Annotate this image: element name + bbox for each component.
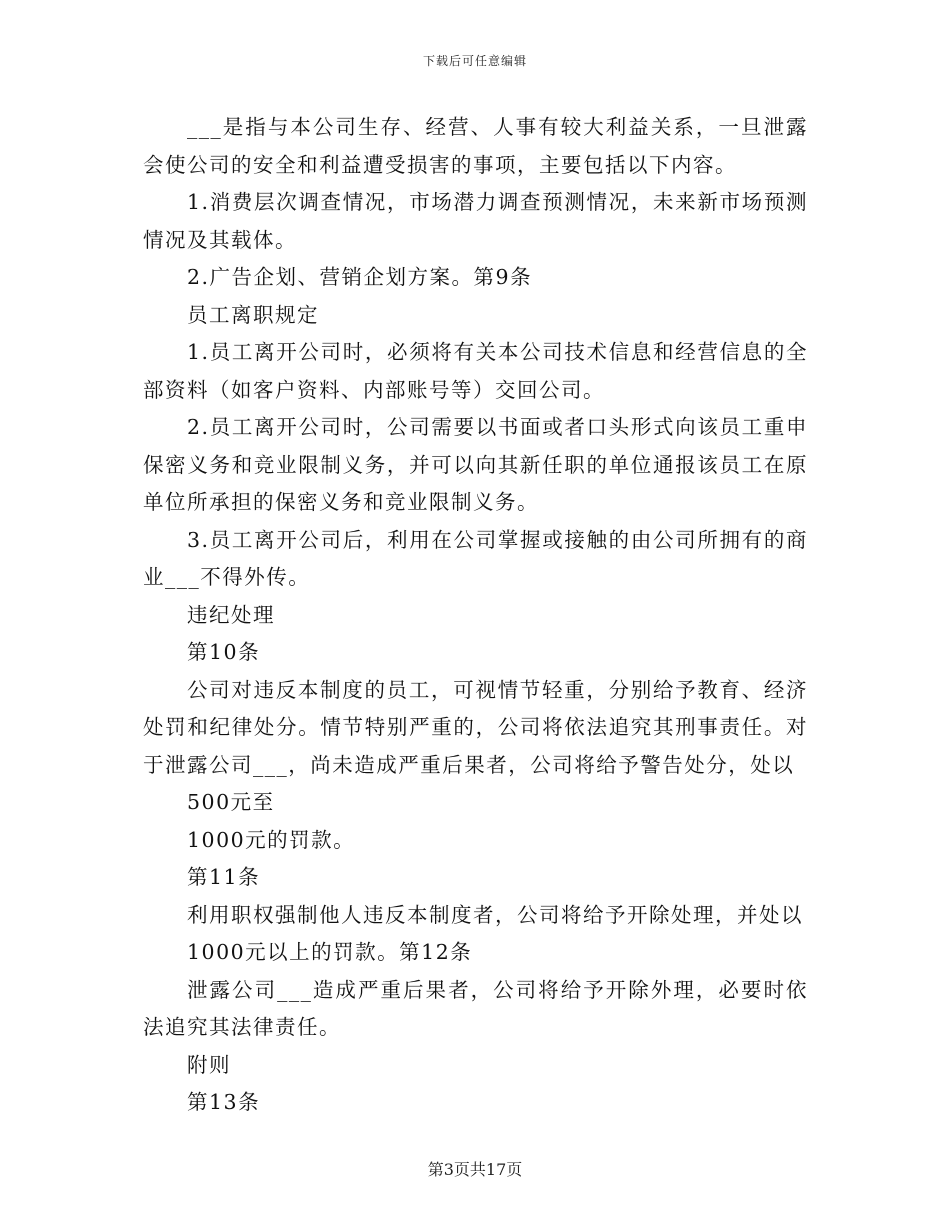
article-13-heading: 第13条 (187, 1090, 261, 1114)
paragraph-article-11: 利用职权强制他人违反本制度者，公司将给予开除处理，并处以 (187, 902, 803, 927)
paragraph-article-12: 泄露公司___造成严重后果者，公司将给予开除外理，必要时依法追究其法律责任。 (143, 977, 808, 1039)
paragraph-fine-min: 500元至 (187, 790, 275, 814)
paragraph-resignation-2: 2.员工离开公司时，公司需要以书面或者口头形式向该员工重申保密义务和竞业限制义务，并可以向其新任职的单位通报该员工在原单位所承担的保密义务和竞业限制义务。 (143, 415, 808, 514)
paragraph-fine-max: 1000元的罚款。 (187, 827, 356, 852)
paragraph-item-1-market: 1.消费层次调查情况，市场潜力调查预测情况，未来新市场预测情况及其载体。 (143, 190, 808, 252)
paragraph-resignation-3: 3.员工离开公司后，利用在公司掌握或接触的由公司所拥有的商业___不得外传。 (143, 527, 808, 589)
section-heading-discipline: 违纪处理 (187, 602, 275, 627)
paragraph-article-11-fine: 1000元以上的罚款。第12条 (187, 940, 473, 964)
paragraph-article-10: 公司对违反本制度的员工，可视情节轻重，分别给予教育、经济处罚和纪律处分。情节特别严重的，公司将依法追究其刑事责任。对于泄露公司___，尚未造成严重后果者，公司将给予警告处分，处以 (143, 677, 808, 777)
paragraph-resignation-1: 1.员工离开公司时，必须将有关本公司技术信息和经营信息的全部资料（如客户资料、内部账号等）交回公司。 (143, 340, 808, 402)
article-10-heading: 第10条 (187, 640, 261, 664)
section-heading-appendix: 附则 (187, 1052, 231, 1077)
page-header: 下载后可任意编辑 (422, 54, 527, 68)
page-number-footer: 第3页共17页 (427, 1160, 523, 1179)
section-heading-resignation: 员工离职规定 (187, 302, 319, 327)
article-11-heading: 第11条 (187, 865, 261, 889)
document-body (143, 109, 808, 1122)
paragraph-secret-definition: ___是指与本公司生存、经营、人事有较大利益关系，一旦泄露会使公司的安全和利益遭受损害的事项，主要包括以下内容。 (143, 115, 808, 177)
paragraph-item-2-advertising: 2.广告企划、营销企划方案。第9条 (187, 265, 533, 289)
